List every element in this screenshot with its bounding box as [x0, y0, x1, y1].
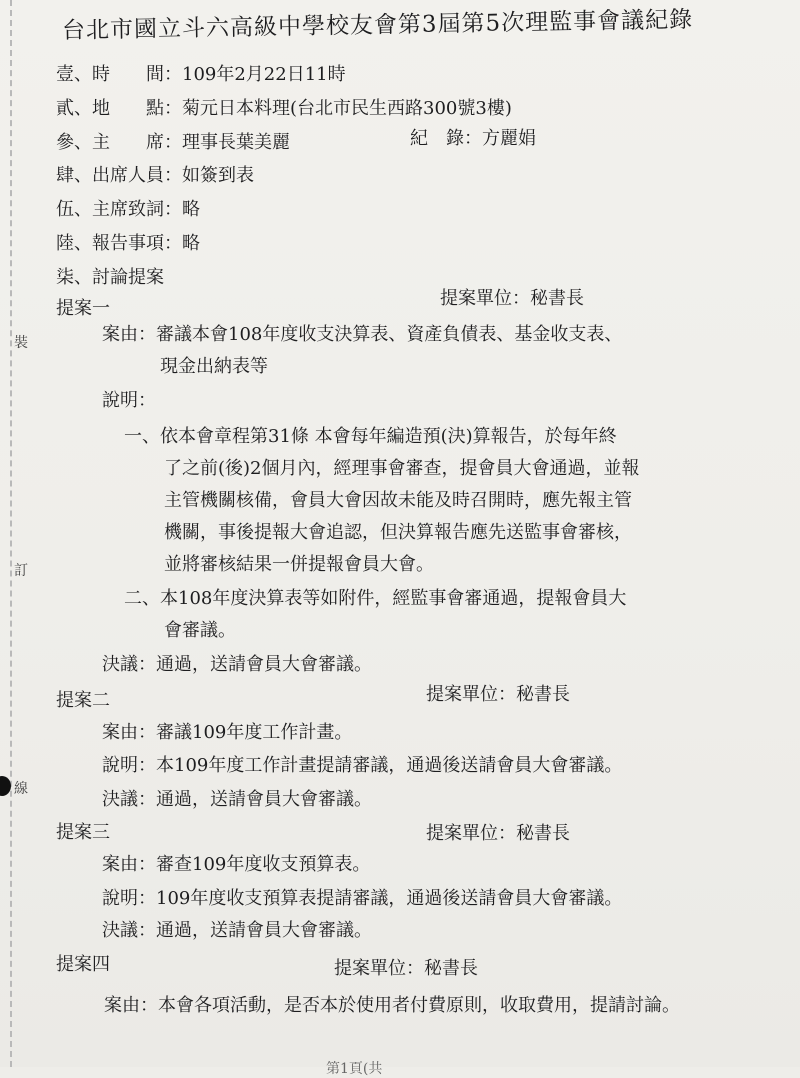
header-discussion: [56, 269, 164, 287]
header-label: 肆、出席人員：: [56, 165, 182, 186]
proposal-1-heading: 提案一: [56, 298, 110, 319]
proposal-3-explain: 說明：109年度收支預算表提請審議，通過後送請會員大會審議。: [102, 888, 623, 909]
header-recorder: 紀 錄：方麗娟: [410, 128, 536, 149]
binding-mark-zhuang: 裝: [14, 335, 28, 351]
proposal-2-unit: 提案單位：秘書長: [426, 684, 570, 705]
proposal-3-decision: 決議：通過，送請會員大會審議。: [102, 920, 372, 941]
proposal-1-explain-line: 了之前(後)2個月內，經理事會審查，提會員大會通過，並報: [164, 458, 640, 479]
proposal-1-explain-line: 二、本108年度決算表等如附件，經監事會審通過，提報會員大: [124, 588, 627, 609]
header-value: 109年2月22日11時: [182, 64, 346, 85]
binding-mark-xian: 線: [14, 781, 28, 797]
proposal-3-reason: 案由：審查109年度收支預算表。: [102, 854, 371, 875]
page-number-fragment: 第1頁(共: [326, 1061, 383, 1077]
header-label: 參、主 席：: [56, 132, 182, 153]
page-title: 台北市國立斗六高級中學校友會第3屆第5次理監事會議紀錄: [61, 6, 694, 44]
header-chair-speech: [56, 201, 200, 219]
header-label: 壹、時 間：: [56, 64, 182, 85]
header-value: 略: [182, 199, 200, 220]
proposal-4-reason: 案由：本會各項活動，是否本於使用者付費原則，收取費用，提請討論。: [104, 995, 680, 1016]
header-label: 柒、討論提案: [56, 267, 164, 288]
proposal-2-reason: 案由：審議109年度工作計畫。: [102, 722, 353, 743]
header-value: 如簽到表: [182, 165, 254, 186]
proposal-3-heading: 提案三: [56, 822, 110, 843]
proposal-1-reason: 案由：審議本會108年度收支決算表、資產負債表、基金收支表、: [102, 324, 623, 345]
header-label: 貳、地 點：: [56, 98, 182, 119]
header-value: 理事長葉美麗: [182, 132, 290, 153]
proposal-1-explain-line: 主管機關核備，會員大會因故未能及時召開時，應先報主管: [164, 490, 632, 511]
header-report: [56, 235, 200, 253]
header-label: 伍、主席致詞：: [56, 199, 182, 220]
proposal-4-unit: 提案單位：秘書長: [334, 958, 478, 979]
proposal-1-explain-line: 並將審核結果一併提報會員大會。: [164, 554, 434, 575]
proposal-3-unit: 提案單位：秘書長: [426, 823, 570, 844]
binding-dashed-line: [10, 0, 12, 1067]
proposal-1-explain-label: 說明：: [102, 390, 156, 411]
header-value: 略: [182, 233, 200, 254]
header-attendees: [56, 167, 254, 185]
proposal-1-explain-line: 一、依本會章程第31條 本會每年編造預(決)算報告，於每年終: [124, 426, 617, 447]
header-label: 陸、報告事項：: [56, 233, 182, 254]
header-place: [56, 100, 512, 118]
header-value: 菊元日本料理(台北市民生西路300號3樓): [182, 98, 512, 119]
proposal-1-decision: 決議：通過，送請會員大會審議。: [102, 654, 372, 675]
proposal-2-heading: 提案二: [56, 690, 110, 711]
proposal-1-reason-cont: 現金出納表等: [160, 356, 268, 377]
proposal-2-explain: 說明：本109年度工作計畫提請審議，通過後送請會員大會審議。: [102, 755, 623, 776]
proposal-1-explain-line: 會審議。: [164, 620, 236, 641]
binding-mark-ding: 訂: [14, 563, 28, 579]
proposal-2-decision: 決議：通過，送請會員大會審議。: [102, 789, 372, 810]
proposal-1-explain-line: 機關，事後提報大會追認，但決算報告應先送監事會審核，: [164, 522, 632, 543]
proposal-4-heading: 提案四: [56, 954, 110, 975]
header-chair: [56, 134, 290, 152]
proposal-1-unit: 提案單位：秘書長: [440, 288, 584, 309]
header-time: [56, 66, 346, 84]
